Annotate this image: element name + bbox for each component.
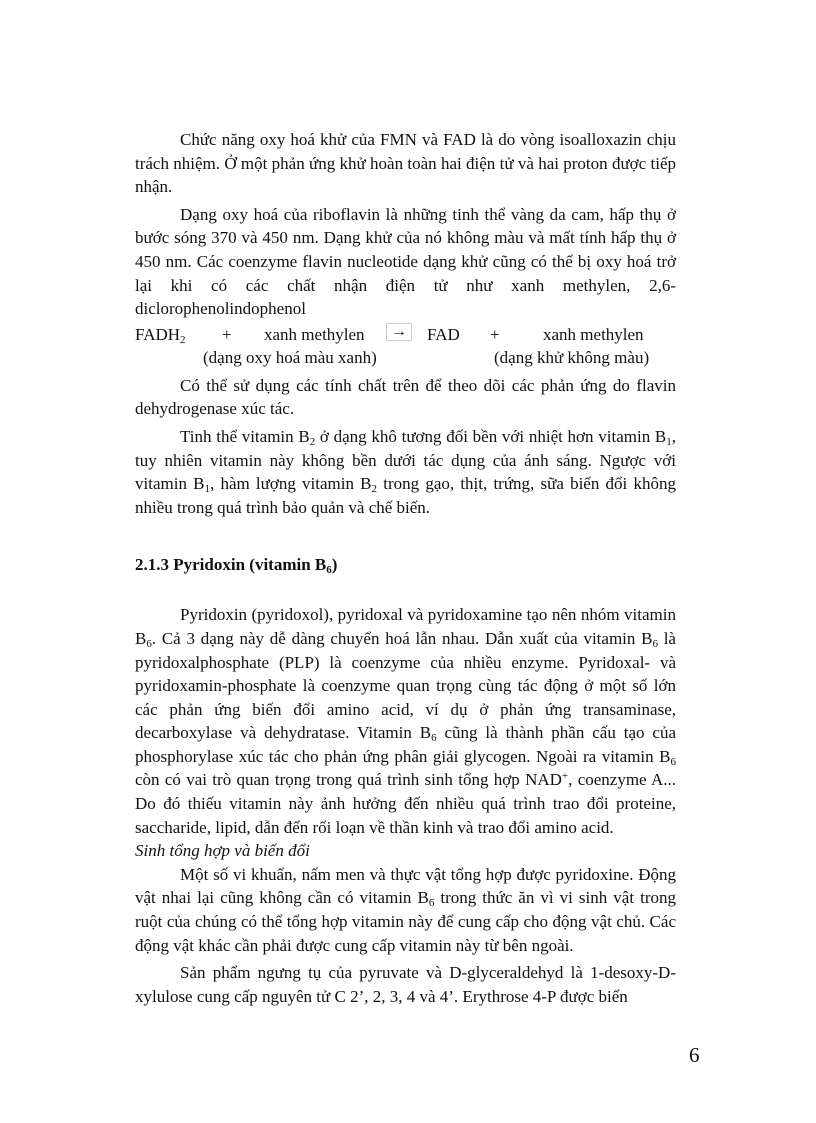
reaction-notes: [135, 346, 676, 370]
page-number: 6: [689, 1043, 700, 1067]
paragraph-b2-stability: Tinh thể vitamin $B_2$ ở dạng khô tương đối bền với nhiệt hơn vitamin $B_1$, tuy nhiên vitamin này không bền dưới tác dụng của ánh sáng. Ngược với vitamin $B_1$, hàm lượng vitamin $B_2$ trong gạo, thịt, trứng, sữa biến đổi không nhiều trong quá trình bảo quản và chế biến.: [135, 426, 676, 517]
equation-note-right: (dạng khử không màu): [494, 347, 650, 367]
paragraph-pyridoxin-overview: Pyridoxin (pyridoxol), pyridoxal và pyridoxamine tạo nên nhóm vitamin $B_6$. Cả 3 dạng này dễ dàng chuyển hoá lẫn nhau. Dẫn xuất của vitamin $B_6$ là pyridoxalphosphate (PLP) là coenzyme của nhiều enzyme. Pyridoxal- và pyridoxamin-phosphate là coenzyme quan trọng cùng tác động ở một số lớn các phản ứng biến đổi amino acid, ví dụ ở phản ứng transaminase, decarboxylase và dehydratase. Vitamin $B_6$ cũng là thành phần cấu tạo của phosphorylase xúc tác cho phản ứng phân giải glycogen. Ngoài ra vitamin $B_6$ còn có vai trò quan trọng trong quá trình sinh tổng hợp NAD+, coenzyme A... Do đó thiếu vitamin này ảnh hưởng đến nhiều quá trình trao đổi proteine, saccharide, lipid, dẫn đến rối loạn về thần kinh và trao đổi amino acid.: [135, 605, 677, 837]
equation-plus-2: +: [490, 324, 500, 344]
equation-reactant-fadh2: $FADH_2$: [135, 324, 186, 346]
equation-note-left: (dạng oxy hoá màu xanh): [203, 347, 377, 367]
paragraph-flavin-redox: Chức năng oxy hoá khử của FMN và FAD là do vòng isoalloxazin chịu trách nhiệm. Ở một phản ứng khử hoàn toàn hai điện tử và hai proton được tiếp nhận.: [135, 130, 676, 197]
equation-product-fad: FAD: [427, 324, 460, 344]
equation-product-methylene: xanh methylen: [543, 324, 644, 344]
section-heading-pyridoxin: 2.1.3 Pyridoxin (vitamin $B_6$): [135, 555, 338, 577]
page-content: [135, 128, 676, 1008]
paragraph-condensation-product: Sản phẩm ngưng tụ của pyruvate và D-glyceraldehyd là 1-desoxy-D-xylulose cung cấp nguyên tử C 2’, 2, 3, 4 và 4’. Erythrose 4-P được biến: [135, 963, 676, 1006]
paragraph-riboflavin-absorption: Dạng oxy hoá của riboflavin là những tinh thể vàng da cam, hấp thụ ở bước sóng 370 và 450 nm. Dạng khử của nó không màu và mất tính hấp thụ ở 450 nm. Các coenzyme flavin nucleotide dạng khử cũng có thể bị oxy hoá trở lại khi có các chất nhận điện tử như xanh methylen, 2,6-diclorophenolindophenol: [135, 204, 676, 319]
equation-plus-1: +: [222, 324, 232, 344]
paragraph-flavin-dehydrogenase: Có thể sử dụng các tính chất trên để theo dõi các phản ứng do flavin dehydrogenase xúc tác.: [135, 375, 676, 419]
equation-reactant-methylene: xanh methylen: [264, 324, 365, 344]
paragraph-biosynthesis: Một số vi khuẩn, nấm men và thực vật tổng hợp được pyridoxine. Động vật nhai lại cũng không cần có vitamin $B_6$ trong thức ăn vì vi sinh vật trong ruột của chúng có thể tổng hợp vitamin này để cung cấp cho động vật chủ. Các động vật khác cần phải được cung cấp vitamin này từ bên ngoài.: [135, 864, 676, 955]
subheading-biosynthesis: Sinh tổng hợp và biến đổi: [135, 841, 310, 861]
reaction-equation: [135, 323, 676, 346]
arrow-icon: →: [386, 323, 412, 341]
